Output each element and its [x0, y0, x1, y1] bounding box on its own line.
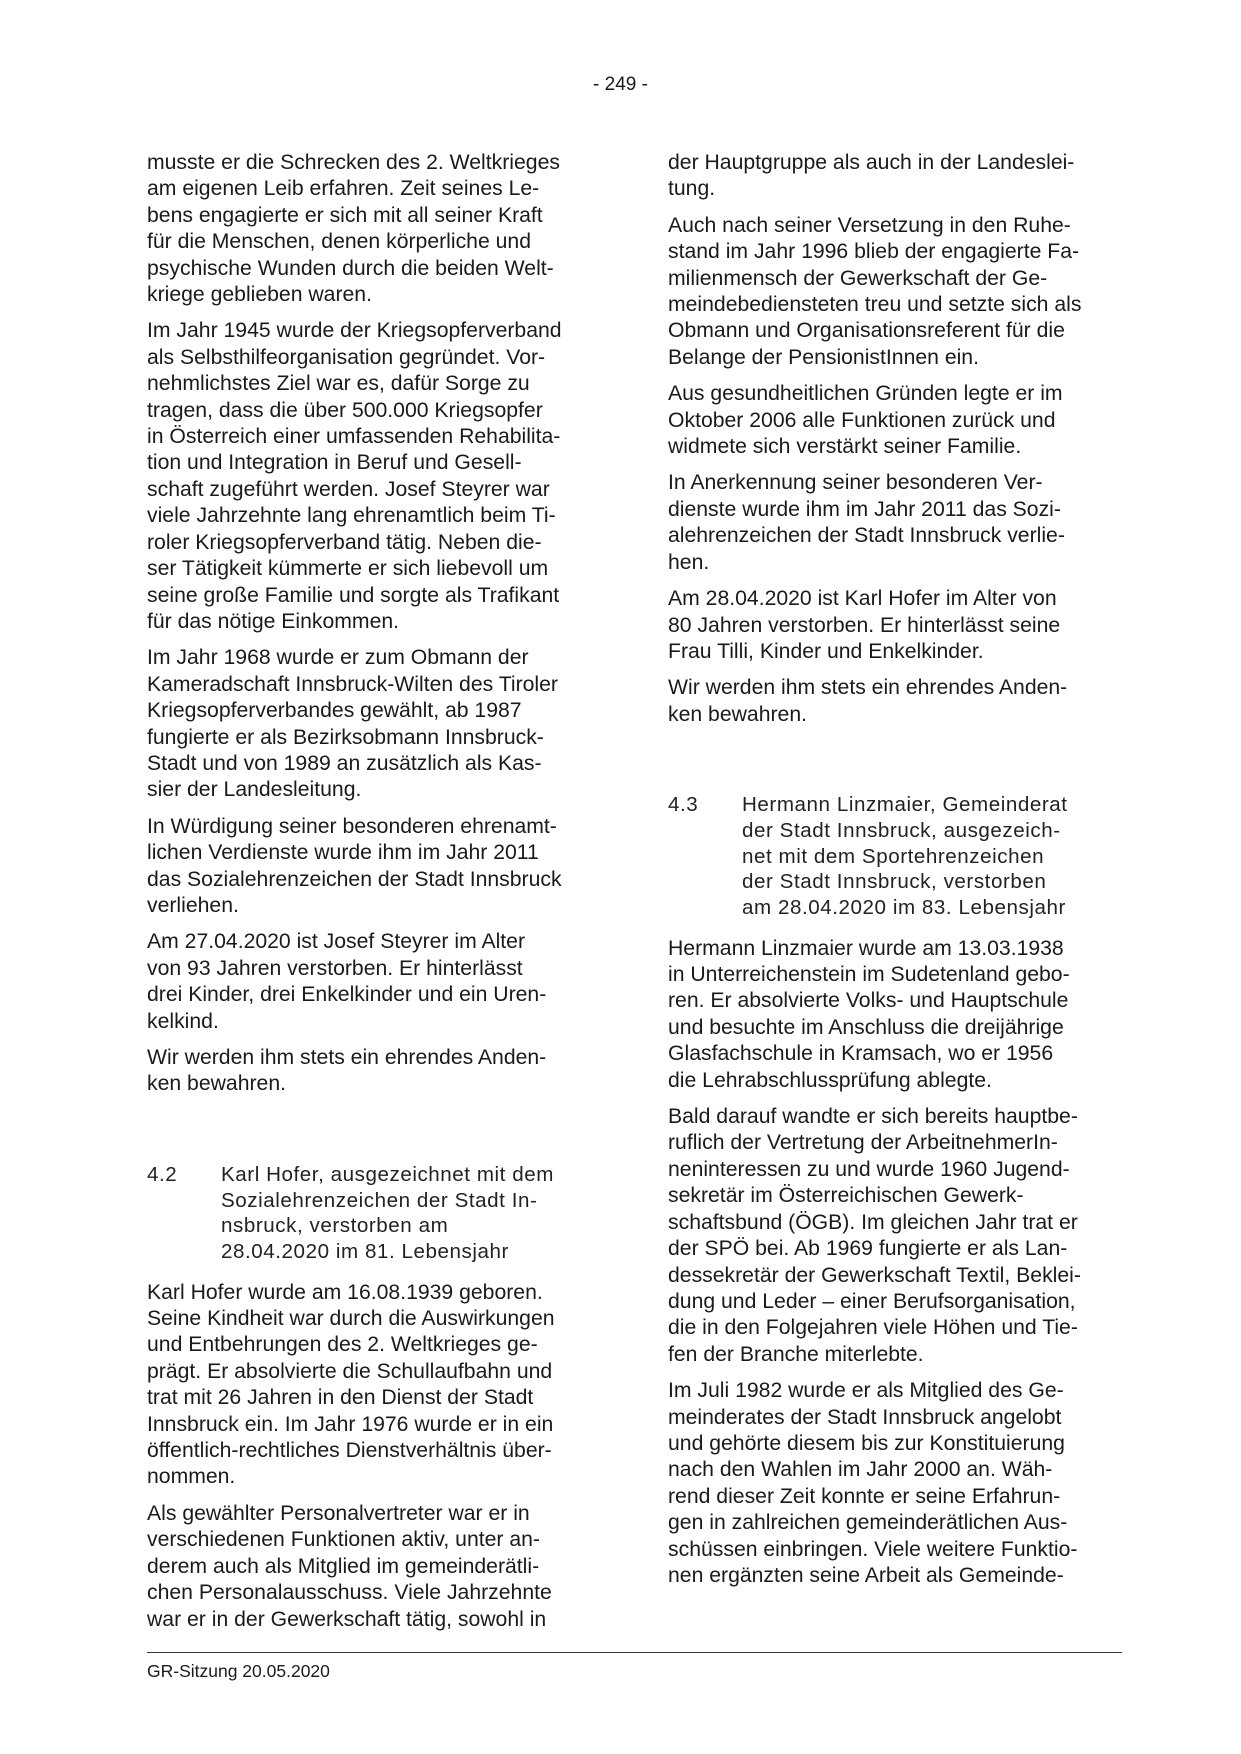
- text-line: tion und Integration in Beruf und Gesell-: [147, 451, 522, 475]
- paragraph: [147, 814, 602, 920]
- text-line: Oktober 2006 alle Funktionen zurück und: [668, 408, 1056, 432]
- text-line: viele Jahrzehnte lang ehrenamtlich beim Ti-: [147, 504, 556, 528]
- text-line: ser Tätigkeit kümmerte er sich liebevoll um: [147, 557, 549, 581]
- section-heading-4-2: [147, 1162, 602, 1265]
- paragraph: [147, 1280, 602, 1491]
- text-line: Karl Hofer, ausgezeichnet mit dem: [221, 1162, 554, 1186]
- text-line: ken bewahren.: [668, 702, 807, 726]
- text-line: nehmlichstes Ziel war es, dafür Sorge zu: [147, 372, 530, 396]
- text-line: die Lehrabschlussprüfung ablegte.: [668, 1068, 992, 1092]
- text-line: Kameradschaft Innsbruck-Wilten des Tiroler: [147, 672, 558, 696]
- paragraph: [668, 936, 1123, 1094]
- text-line: Innsbruck ein. Im Jahr 1976 wurde er in ein: [147, 1412, 554, 1436]
- paragraph: [147, 645, 602, 803]
- text-line: und besuchte im Anschluss die dreijährige: [668, 1015, 1064, 1039]
- text-line: schaft zugeführt werden. Josef Steyrer war: [147, 477, 550, 501]
- text-line: Als gewählter Personalvertreter war er in: [147, 1501, 530, 1525]
- text-line: trat mit 26 Jahren in den Dienst der Stadt: [147, 1386, 534, 1410]
- text-line: stand im Jahr 1996 blieb der engagierte Fa-: [668, 240, 1080, 264]
- text-line: seine große Familie und sorgte als Trafikant: [147, 583, 560, 607]
- text-line: am 28.04.2020 im 83. Lebensjahr: [742, 895, 1066, 919]
- text-line: Seine Kindheit war durch die Auswirkungen: [147, 1307, 555, 1331]
- page-number: - 249 -: [593, 74, 648, 95]
- text-line: lichen Verdienste wurde ihm im Jahr 2011: [147, 841, 539, 865]
- text-line: derem auch als Mitglied im gemeinderätli-: [147, 1554, 540, 1578]
- text-line: In Anerkennung seiner besonderen Ver-: [668, 471, 1043, 495]
- text-line: Obmann und Organisationsreferent für die: [668, 319, 1065, 343]
- text-line: roler Kriegsopferverband tätig. Neben die-: [147, 530, 542, 554]
- text-line: Kriegsopferverbandes gewählt, ab 1987: [147, 699, 522, 723]
- paragraph: [668, 586, 1123, 665]
- text-line: rend dieser Zeit konnte er seine Erfahrun-: [668, 1484, 1061, 1508]
- text-line: In Würdigung seiner besonderen ehrenamt-: [147, 814, 557, 838]
- section-heading-4-3: [668, 792, 1123, 921]
- section-number: 4.3: [668, 793, 699, 817]
- paragraph: [668, 381, 1123, 460]
- text-line: bens engagierte er sich mit all seiner Kraft: [147, 203, 543, 227]
- footer-rule: [147, 1652, 1122, 1653]
- text-line: nen ergänzten seine Arbeit als Gemeinde-: [668, 1563, 1064, 1587]
- text-line: dung und Leder – einer Berufsorganisation,: [668, 1289, 1076, 1313]
- text-line: Hermann Linzmaier, Gemeinderat: [742, 793, 1068, 817]
- text-line: hen.: [668, 550, 710, 574]
- text-line: Wir werden ihm stets ein ehrendes Anden-: [147, 1046, 547, 1069]
- text-line: verliehen.: [147, 893, 239, 917]
- paragraph: [147, 1045, 602, 1098]
- text-line: kelkind.: [147, 1009, 219, 1033]
- paragraph: [668, 150, 1123, 203]
- text-line: Aus gesundheitlichen Gründen legte er im: [668, 382, 1063, 406]
- left-column: [147, 150, 602, 1633]
- text-line: der Stadt Innsbruck, verstorben: [742, 870, 1047, 894]
- paragraph: [668, 1378, 1123, 1589]
- text-line: Glasfachschule in Kramsach, wo er 1956: [668, 1042, 1054, 1066]
- text-line: Im Jahr 1968 wurde er zum Obmann der: [147, 646, 529, 670]
- text-line: alehrenzeichen der Stadt Innsbruck verlie-: [668, 524, 1065, 548]
- text-line: am eigenen Leib erfahren. Zeit seines Le-: [147, 177, 540, 201]
- text-line: fungierte er als Bezirksobmann Innsbruck-: [147, 725, 544, 749]
- text-line: Frau Tilli, Kinder und Enkelkinder.: [668, 639, 984, 663]
- text-line: Karl Hofer wurde am 16.08.1939 geboren.: [147, 1280, 543, 1304]
- text-line: sekretär im Österreichischen Gewerk-: [668, 1184, 1024, 1208]
- text-line: 80 Jahren verstorben. Er hinterlässt seine: [668, 613, 1061, 637]
- paragraph: [668, 1104, 1123, 1368]
- text-line: Belange der PensionistInnen ein.: [668, 345, 979, 369]
- text-line: net mit dem Sportehrenzeichen: [742, 844, 1045, 868]
- paragraph: [147, 929, 602, 1035]
- text-line: schüssen einbringen. Viele weitere Funktio-: [668, 1537, 1078, 1561]
- text-line: Auch nach seiner Versetzung in den Ruhe-: [668, 213, 1071, 237]
- paragraph: [147, 150, 602, 308]
- right-column: [668, 150, 1123, 1589]
- text-line: Bald darauf wandte er sich bereits hauptbe-: [668, 1105, 1078, 1129]
- text-line: als Selbsthilfeorganisation gegründet. Vor-: [147, 345, 546, 369]
- text-line: Hermann Linzmaier wurde am 13.03.1938: [668, 936, 1064, 960]
- text-line: öffentlich-rechtliches Dienstverhältnis über-: [147, 1439, 552, 1463]
- text-line: musste er die Schrecken des 2. Weltkrieges: [147, 151, 560, 174]
- text-line: der Hauptgruppe als auch in der Landeslei-: [668, 151, 1075, 174]
- text-line: die in den Folgejahren viele Höhen und Tie-: [668, 1316, 1078, 1340]
- text-line: nach den Wahlen im Jahr 2000 an. Wäh-: [668, 1458, 1053, 1482]
- text-line: in Unterreichenstein im Sudetenland gebo-: [668, 963, 1070, 987]
- text-line: tung.: [668, 177, 716, 201]
- text-line: sier der Landesleitung.: [147, 778, 362, 802]
- text-line: ken bewahren.: [147, 1072, 286, 1096]
- text-line: Am 27.04.2020 ist Josef Steyrer im Alter: [147, 930, 526, 954]
- text-line: verschiedenen Funktionen aktiv, unter an-: [147, 1528, 540, 1552]
- text-line: war er in der Gewerkschaft tätig, sowohl in: [147, 1607, 547, 1631]
- text-line: für das nötige Einkommen.: [147, 609, 400, 633]
- text-line: nsbruck, verstorben am: [221, 1214, 449, 1238]
- text-line: meinderates der Stadt Innsbruck angelobt: [668, 1405, 1062, 1429]
- paragraph: [668, 213, 1123, 371]
- text-line: Im Jahr 1945 wurde der Kriegsopferverband: [147, 319, 562, 343]
- text-line: der Stadt Innsbruck, ausgezeich-: [742, 818, 1061, 842]
- section-number: 4.2: [147, 1162, 178, 1186]
- text-line: nommen.: [147, 1465, 236, 1489]
- section-title: [742, 792, 1123, 921]
- text-line: Im Juli 1982 wurde er als Mitglied des Ge-: [668, 1379, 1064, 1403]
- text-line: kriege geblieben waren.: [147, 283, 372, 307]
- text-line: von 93 Jahren verstorben. Er hinterlässt: [147, 956, 523, 980]
- paragraph: [668, 675, 1123, 728]
- text-line: meindebediensteten treu und setzte sich als: [668, 293, 1082, 317]
- text-line: der SPÖ bei. Ab 1969 fungierte er als Lan-: [668, 1237, 1068, 1261]
- text-line: schaftsbund (ÖGB). Im gleichen Jahr trat er: [668, 1210, 1078, 1234]
- text-line: in Österreich einer umfassenden Rehabilita-: [147, 425, 561, 449]
- text-line: tragen, dass die über 500.000 Kriegsopfer: [147, 398, 543, 422]
- text-line: das Sozialehrenzeichen der Stadt Innsbruck: [147, 867, 562, 891]
- text-line: drei Kinder, drei Enkelkinder und ein Uren-: [147, 983, 547, 1007]
- text-line: dessekretär der Gewerkschaft Textil, Beklei-: [668, 1263, 1081, 1287]
- paragraph: [668, 470, 1123, 576]
- text-line: ruflich der Vertretung der ArbeitnehmerIn-: [668, 1131, 1058, 1155]
- text-line: milienmensch der Gewerkschaft der Ge-: [668, 266, 1048, 290]
- paragraph: [147, 318, 602, 635]
- section-title: [221, 1162, 602, 1265]
- text-line: gen in zahlreichen gemeinderätlichen Aus-: [668, 1511, 1068, 1535]
- footer-session-date: GR-Sitzung 20.05.2020: [147, 1661, 330, 1681]
- text-line: widmete sich verstärkt seiner Familie.: [668, 435, 1022, 459]
- text-line: Stadt und von 1989 an zusätzlich als Kas-: [147, 751, 542, 775]
- text-line: chen Personalausschuss. Viele Jahrzehnte: [147, 1581, 552, 1605]
- paragraph: [147, 1501, 602, 1633]
- text-line: Sozialehrenzeichen der Stadt In-: [221, 1188, 538, 1212]
- text-line: prägt. Er absolvierte die Schullaufbahn und: [147, 1359, 553, 1383]
- text-line: und Entbehrungen des 2. Weltkrieges ge-: [147, 1333, 538, 1357]
- text-line: ren. Er absolvierte Volks- und Hauptschule: [668, 989, 1069, 1013]
- text-line: für die Menschen, denen körperliche und: [147, 230, 531, 254]
- text-line: psychische Wunden durch die beiden Welt-: [147, 256, 554, 280]
- text-line: Am 28.04.2020 ist Karl Hofer im Alter von: [668, 587, 1057, 611]
- text-line: neninteressen zu und wurde 1960 Jugend-: [668, 1157, 1070, 1181]
- text-line: 28.04.2020 im 81. Lebensjahr: [221, 1239, 509, 1263]
- text-line: fen der Branche miterlebte.: [668, 1342, 924, 1366]
- text-line: dienste wurde ihm im Jahr 2011 das Sozi-: [668, 497, 1061, 521]
- text-line: und gehörte diesem bis zur Konstituierung: [668, 1431, 1065, 1455]
- text-line: Wir werden ihm stets ein ehrendes Anden-: [668, 676, 1068, 700]
